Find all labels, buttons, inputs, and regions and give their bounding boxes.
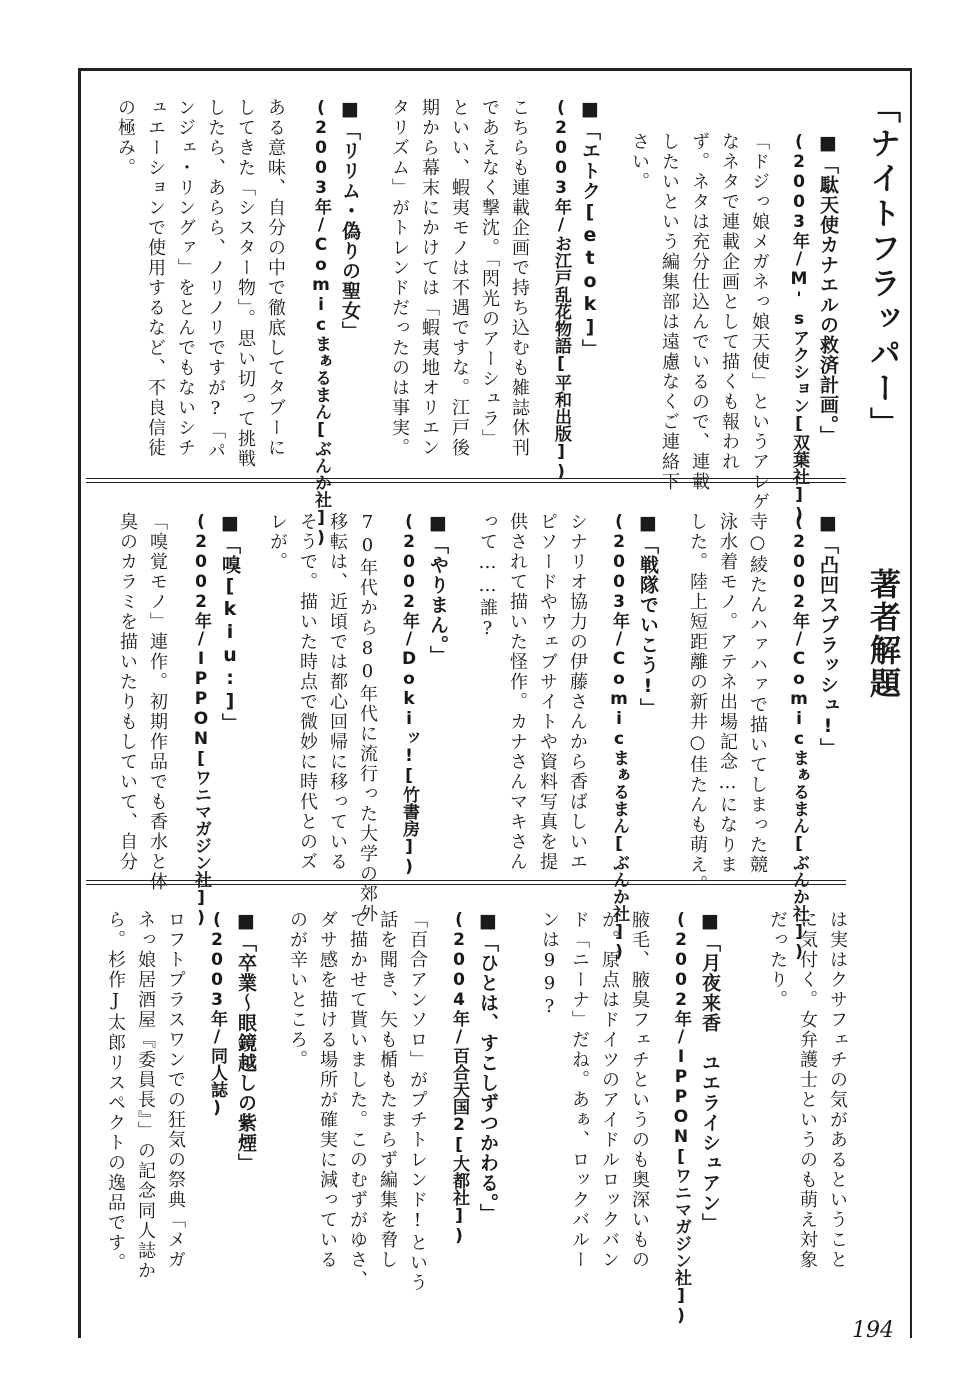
entry-meta-8: (2002年/IPPON[ワニマガジン社]) bbox=[671, 910, 691, 1326]
entry-title-8: ■「月夜来香 ユエライシュアン」 bbox=[699, 910, 721, 1233]
entry-title-9: ■「ひとは、すこしずつかわる。」 bbox=[477, 910, 499, 1224]
entry-title-3: ■「リリム・偽りの聖女」 bbox=[339, 98, 361, 341]
entry-meta-7: (2002年/IPPON[ワニマガジン社]) bbox=[191, 512, 211, 928]
entry-body-5: シナリオ協力の伊藤さんから香ばしいエ ピソードやウェブサイトや資料写真を提 供されて描いた怪作。カナさんマキさん って……誰? bbox=[477, 512, 588, 872]
entry-meta-9: (2004年/百合天国2[大都社]) bbox=[449, 910, 469, 1246]
section-divider-2 bbox=[86, 880, 846, 885]
entry-meta-3: (2003年/Comicまぁるまん[ぶんか社]) bbox=[311, 98, 331, 548]
entry-meta-5: (2003年/Comicまぁるまん[ぶんか社]) bbox=[609, 512, 629, 962]
entry-body-2: こちらも連載企画で持ち込むも雑誌休刊 であえなく撃沈。「閃光のアーシュラ」 といい、蝦夷モノは不遇ですな。江戸後 期から幕末にかけては「蝦夷地オリエン タリズム」がトレンドだったのは事実。 bbox=[389, 98, 530, 458]
entry-meta-4: (2002年/Comicまぁるまん[ぶんか社]) bbox=[789, 512, 809, 962]
entry-meta-1: (2003年/M'sアクション[双葉社]) bbox=[789, 132, 809, 525]
entry-title-2: ■「エトク[etok]」 bbox=[579, 98, 601, 359]
page-title: 「ナイトフラッパー」 bbox=[864, 92, 900, 442]
entry-body-10: ロフトプラスワンでの狂気の祭典「メガ ネっ娘居酒屋『委員長』」の記念同人誌か ら。杉作J太郎リスペクトの逸品です。 bbox=[105, 910, 186, 1281]
entry-meta-2: (2003年/お江戸乱花物語[平和出版]) bbox=[551, 98, 571, 482]
entry-body-7-continued: は実はクサフェチの気があるということ に気付く。女弁護士というのも萌え対象 だったり。 bbox=[767, 910, 848, 1270]
page-subtitle: 著者解題 bbox=[864, 568, 900, 700]
entry-body-7: 「嗅覚モノ」連作。初期作品でも香水と体 臭のカラミを描いたりもしていて、自分 bbox=[117, 512, 168, 892]
entry-title-1: ■「駄天使カナエルの救済計画。」 bbox=[817, 132, 839, 446]
entry-body-4: 寺○綾たんハァハァで描いてしまった競 泳水着モノ。アテネ出場記念…になりま した。陸上短距離の新井○佳たんも萌え。 bbox=[687, 512, 768, 895]
section-divider-1 bbox=[86, 478, 846, 483]
entry-body-9: 「百合アンソロ」がプチトレンド!という 話を聞き、矢も楯もたまらず編集を脅し て描かせて貰いました。このむずがゆさ、 ダサ感を描ける場所が確実に減っている のが辛いところ。 bbox=[287, 910, 428, 1293]
entry-meta-10: (2003年/同人誌) bbox=[207, 910, 227, 1118]
entry-body-1: 「ドジっ娘メガネっ娘天使」というアレゲ なネタで連載企画として描くも報われ ず。ネタは充分仕込んでいるので、連載 したいという編集部は遠慮なくご連絡下 さい。 bbox=[629, 132, 770, 512]
entry-body-8: 腋毛、腋臭フェチというのも奥深いもの が。原点はドイツのアイドルロックバン ド「ニーナ」だね。あぁ、ロックバルー ンは99? bbox=[539, 910, 650, 1270]
entry-title-6: ■「やりまん。」 bbox=[427, 512, 449, 666]
entry-body-6: 70年代から80年代に流行った大学の郊外 移転は、近頃では都心回帰に移っている そうで。描いた時点で微妙に時代とのズ レが。 bbox=[267, 512, 378, 924]
page-number: 194 bbox=[852, 1318, 894, 1343]
entry-title-10: ■「卒業〜眼鏡越しの紫煙」 bbox=[235, 910, 257, 1173]
entry-meta-6: (2002年/Dokiッ![竹書房]) bbox=[399, 512, 419, 877]
entry-title-5: ■「戦隊でいこう!」 bbox=[637, 512, 659, 718]
entry-body-3: ある意味、自分の中で徹底してタブーに してきた「シスター物」。思い切って挑戦 したら、あらら、ノリノリですが?「パ ンジェ・リングァ」をとんでもないシチ ュエーションで使用するなど、不良信徒 の極み。 bbox=[115, 98, 286, 469]
entry-title-4: ■「凸凹スプラッシュ!」 bbox=[817, 512, 839, 758]
entry-title-7: ■「嗅[kiu:]」 bbox=[219, 512, 241, 733]
